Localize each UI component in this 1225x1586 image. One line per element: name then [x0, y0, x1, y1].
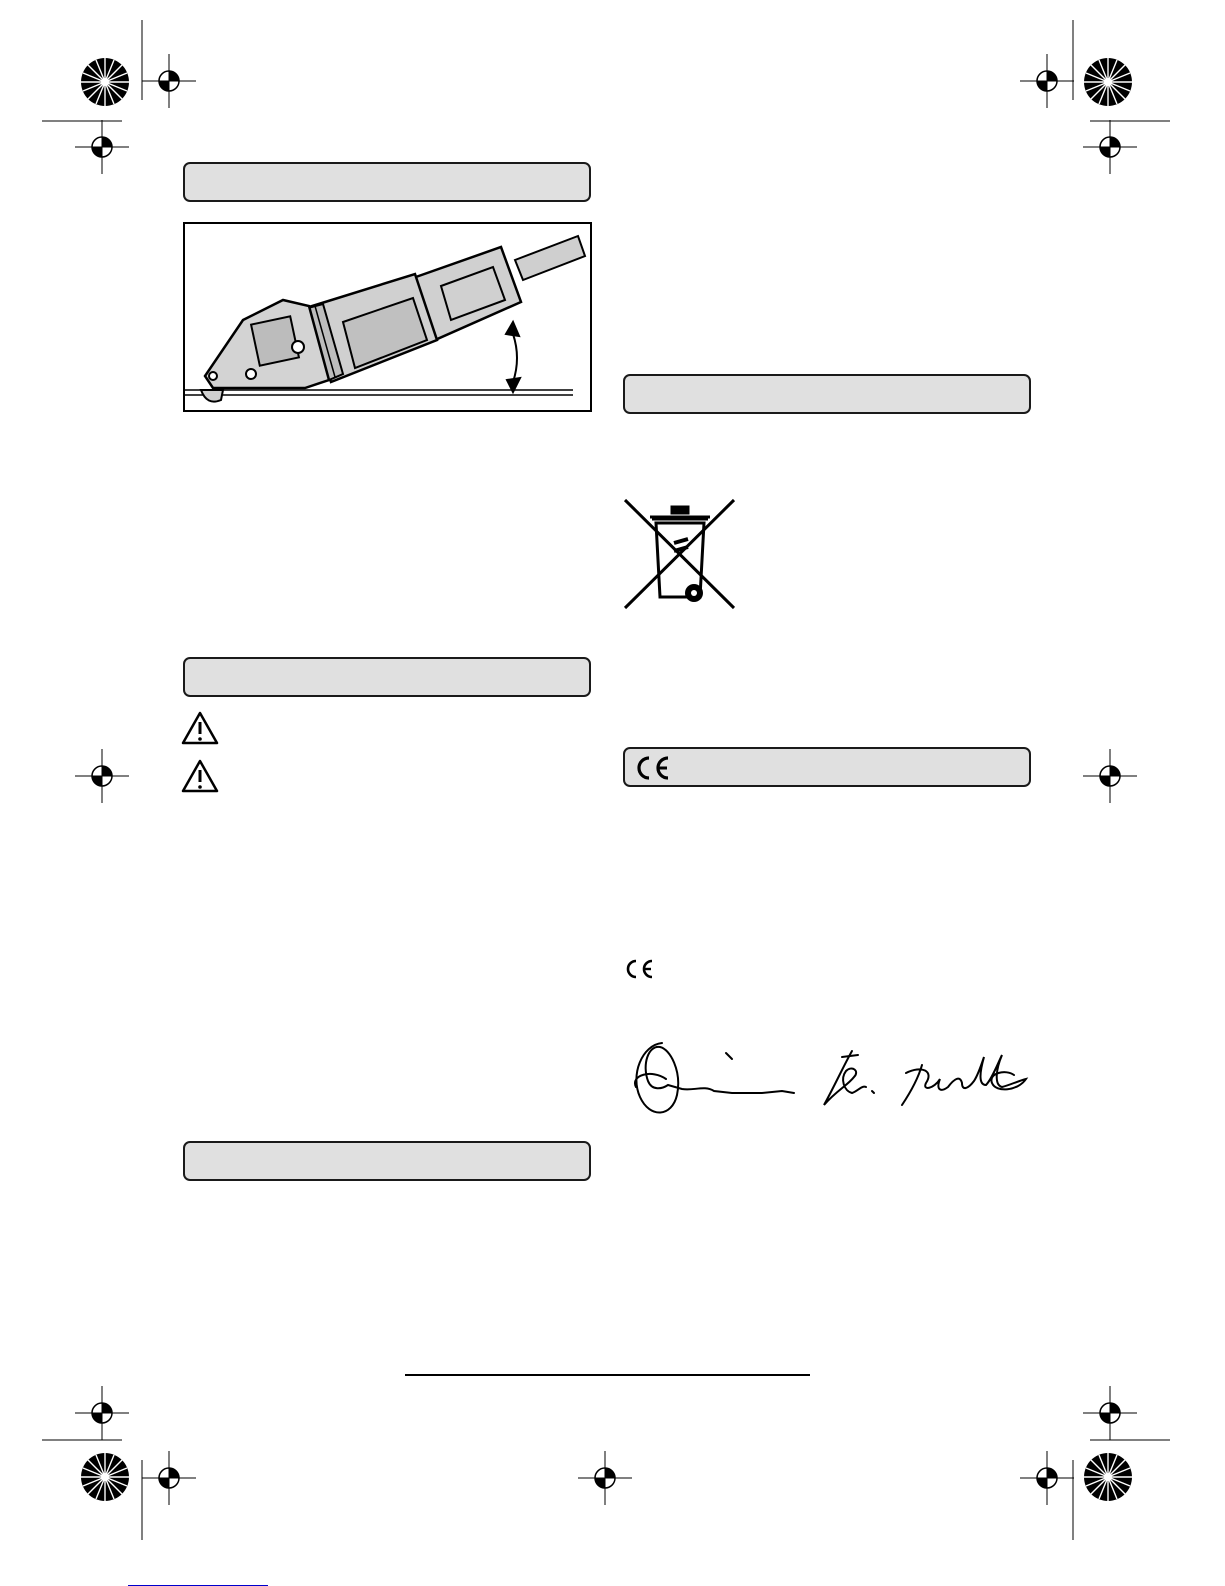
warning-triangle-icon	[181, 711, 219, 745]
crossed-out-wheelie-bin-icon	[622, 497, 738, 611]
section-heading-bar-disposal	[623, 374, 1031, 414]
bottom-link-underline[interactable]	[128, 1571, 268, 1586]
ce-mark-icon	[623, 958, 655, 980]
ce-mark-icon	[632, 755, 672, 781]
section-heading-bar-conformity	[623, 747, 1031, 787]
section-heading-bar-3	[183, 1141, 591, 1181]
shear-tool-angle-illustration	[183, 222, 592, 412]
handwritten-signatures	[622, 1035, 1032, 1125]
section-heading-bar-2	[183, 657, 591, 697]
footer-rule	[405, 1374, 810, 1376]
warning-triangle-icon	[181, 759, 219, 793]
section-heading-bar-1	[183, 162, 591, 202]
